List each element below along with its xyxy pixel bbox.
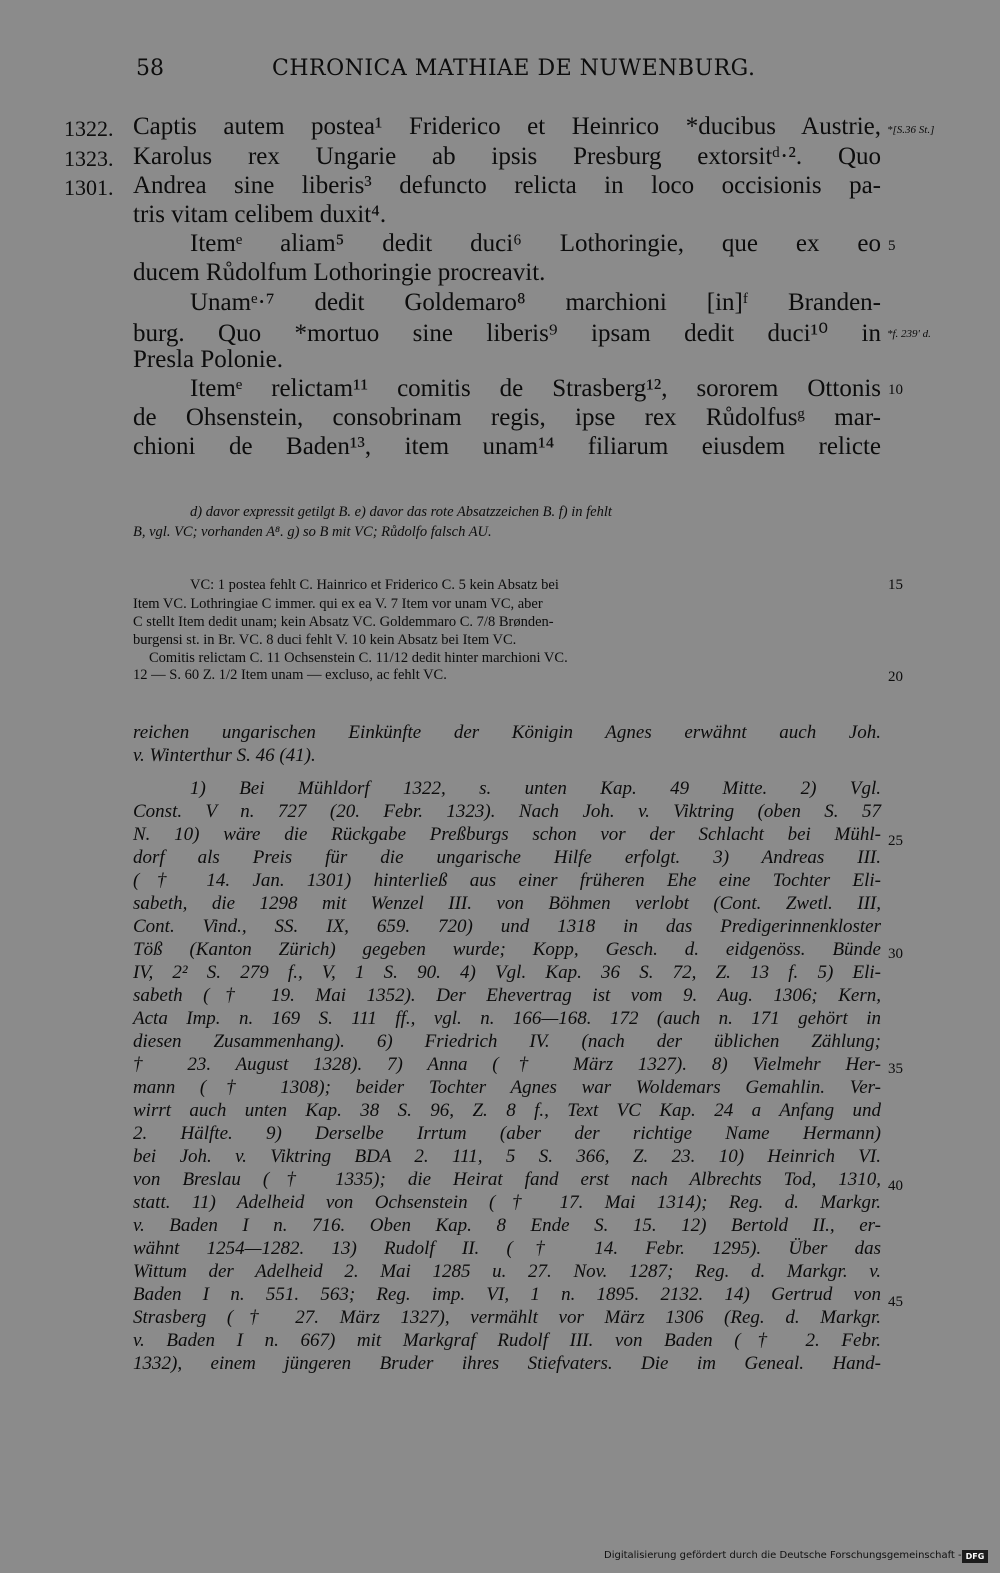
note-line: Wittum der Adelheid 2. Mai 1285 u. 27. Nov. 1287; Reg. d. Markgr. v.	[133, 1261, 881, 1282]
note-line: Cont. Vind., SS. IX, 659. 720) und 1318 in das Predigerinnenkloster	[133, 916, 881, 937]
line-number: 45	[888, 1294, 903, 1310]
main-line: chioni de Baden¹³, item unam¹⁴ filiarum eiusdem relicte	[133, 433, 881, 460]
main-line: Presla Polonie.	[133, 346, 283, 373]
line-number: 15	[888, 577, 903, 593]
running-title: CHRONICA MATHIAE DE NUWENBURG.	[272, 56, 756, 81]
note-line: statt. 11) Adelheid von Ochsenstein († 17. Mai 1314); Reg. d. Markgr.	[133, 1192, 881, 1213]
note-line: sabeth, die 1298 mit Wenzel III. von Böhmen verlobt (Cont. Zwetl. III,	[133, 893, 881, 914]
note-line: Baden I n. 551. 563; Reg. imp. VI, 1 n. 1895. 2132. 14) Gertrud von	[133, 1284, 881, 1305]
note-line: v. Baden I n. 667) mit Markgraf Rudolf III. von Baden († 2. Febr.	[133, 1330, 881, 1351]
line-number: 30	[888, 946, 903, 962]
main-line: burg. Quo *mortuo sine liberis⁹ ipsam dedit duci¹⁰ in	[133, 320, 881, 347]
note-line: dorf als Preis für die ungarische Hilfe erfolgt. 3) Andreas III.	[133, 847, 881, 868]
line-number: 40	[888, 1178, 903, 1194]
note-line: 2. Hälfte. 9) Derselbe Irrtum (aber der richtige Name Hermann)	[133, 1123, 881, 1144]
variant-line: Comitis relictam C. 11 Ochsenstein C. 11/12 dedit hinter marchioni VC.	[149, 650, 568, 666]
note-line: N. 10) wäre die Rückgabe Preßburgs schon vor der Schlacht bei Mühl-	[133, 824, 881, 845]
note-line: † 23. August 1328). 7) Anna († März 1327). 8) Vielmehr Her-	[133, 1054, 881, 1075]
main-line: tris vitam celibem duxit⁴.	[133, 201, 387, 228]
note-line: IV, 2² S. 279 f., V, 1 S. 90. 4) Vgl. Kap. 36 S. 72, Z. 13 f. 5) Eli-	[133, 962, 881, 983]
note-line: v. Winterthur S. 46 (41).	[133, 745, 316, 766]
main-line: Unamᵉ·⁷ dedit Goldemaro⁸ marchioni [in]ᶠ Branden-	[190, 289, 881, 316]
note-line: Töß (Kanton Zürich) gegeben wurde; Kopp, Gesch. d. eidgenöss. Bünde	[133, 939, 881, 960]
year-margin: 1301.	[64, 175, 114, 200]
margin-note: *f. 239' d.	[887, 328, 931, 340]
variant-line: Item VC. Lothringiae C immer. qui ex ea V. 7 Item vor unam VC, aber	[133, 596, 543, 612]
main-line: Karolus rex Ungarie ab ipsis Presburg extorsitᵈ·². Quo	[133, 143, 881, 170]
note-line: mann († 1308); beider Tochter Agnes war Woldemars Gemahlin. Ver-	[133, 1077, 881, 1098]
note-line: 1332), einem jüngeren Bruder ihres Stiefvaters. Die im Geneal. Hand-	[133, 1353, 881, 1374]
line-number: 5	[888, 238, 896, 254]
funding-credit: Digitalisierung gefördert durch die Deutsche Forschungsgemeinschaft -	[604, 1550, 962, 1561]
apparatus-line: B, vgl. VC; vorhanden A⁸. g) so B mit VC; Růdolfo falsch AU.	[133, 524, 492, 540]
line-number: 20	[888, 669, 903, 685]
note-line: reichen ungarischen Einkünfte der Königin Agnes erwähnt auch Joh.	[133, 722, 881, 743]
note-line: v. Baden I n. 716. Oben Kap. 8 Ende S. 15. 12) Bertold II., er-	[133, 1215, 881, 1236]
note-line: Acta Imp. n. 169 S. 111 ff., vgl. n. 166—168. 172 (auch n. 171 gehört in	[133, 1008, 881, 1029]
note-line: sabeth († 19. Mai 1352). Der Ehevertrag ist vom 9. Aug. 1306; Kern,	[133, 985, 881, 1006]
variant-line: C stellt Item dedit unam; kein Absatz VC. Goldemmaro C. 7/8 Brønden-	[133, 614, 554, 630]
main-line: Itemᵉ relictam¹¹ comitis de Strasberg¹², sororem Ottonis	[190, 375, 881, 402]
year-margin: 1322.	[64, 116, 114, 141]
margin-note: *[S.36 St.]	[887, 124, 935, 136]
note-line: Const. V n. 727 (20. Febr. 1323). Nach Joh. v. Viktring (oben S. 57	[133, 801, 881, 822]
note-line: von Breslau († 1335); die Heirat fand erst nach Albrechts Tod, 1310,	[133, 1169, 881, 1190]
apparatus-line: d) davor expressit getilgt B. e) davor das rote Absatzzeichen B. f) in fehlt	[190, 504, 612, 520]
line-number: 10	[888, 382, 903, 398]
note-line: diesen Zusammenhang). 6) Friedrich IV. (nach der üblichen Zählung;	[133, 1031, 881, 1052]
main-line: Captis autem postea¹ Friderico et Heinrico *ducibus Austrie,	[133, 113, 881, 140]
main-line: ducem Růdolfum Lothoringie procreavit.	[133, 259, 546, 286]
dfg-logo: DFG	[962, 1550, 988, 1563]
note-line: wirrt auch unten Kap. 38 S. 96, Z. 8 f., Text VC Kap. 24 a Anfang und	[133, 1100, 881, 1121]
note-line: Strasberg († 27. März 1327), vermählt vor März 1306 (Reg. d. Markgr.	[133, 1307, 881, 1328]
line-number: 25	[888, 833, 903, 849]
main-line: Andrea sine liberis³ defuncto relicta in loco occisionis pa-	[133, 172, 881, 199]
line-number: 35	[888, 1061, 903, 1077]
variant-line: burgensi st. in Br. VC. 8 duci fehlt V. 10 kein Absatz bei Item VC.	[133, 632, 517, 648]
main-line: de Ohsenstein, consobrinam regis, ipse rex Růdolfusᵍ mar-	[133, 404, 881, 431]
page-number: 58	[136, 56, 164, 81]
note-line: († 14. Jan. 1301) hinterließ aus einer früheren Ehe eine Tochter Eli-	[133, 870, 881, 891]
main-line: Itemᵉ aliam⁵ dedit duci⁶ Lothoringie, que ex eo	[190, 230, 881, 257]
variant-line: 12 — S. 60 Z. 1/2 Item unam — excluso, ac fehlt VC.	[133, 667, 447, 683]
historical-notes	[133, 0, 881, 1400]
year-margin: 1323.	[64, 146, 114, 171]
variant-line: VC: 1 postea fehlt C. Hainrico et Friderico C. 5 kein Absatz bei	[190, 577, 559, 593]
note-line: wähnt 1254—1282. 13) Rudolf II. († 14. Febr. 1295). Über das	[133, 1238, 881, 1259]
note-line: 1) Bei Mühldorf 1322, s. unten Kap. 49 Mitte. 2) Vgl.	[190, 778, 881, 799]
note-line: bei Joh. v. Viktring BDA 2. 111, 5 S. 366, Z. 23. 10) Heinrich VI.	[133, 1146, 881, 1167]
